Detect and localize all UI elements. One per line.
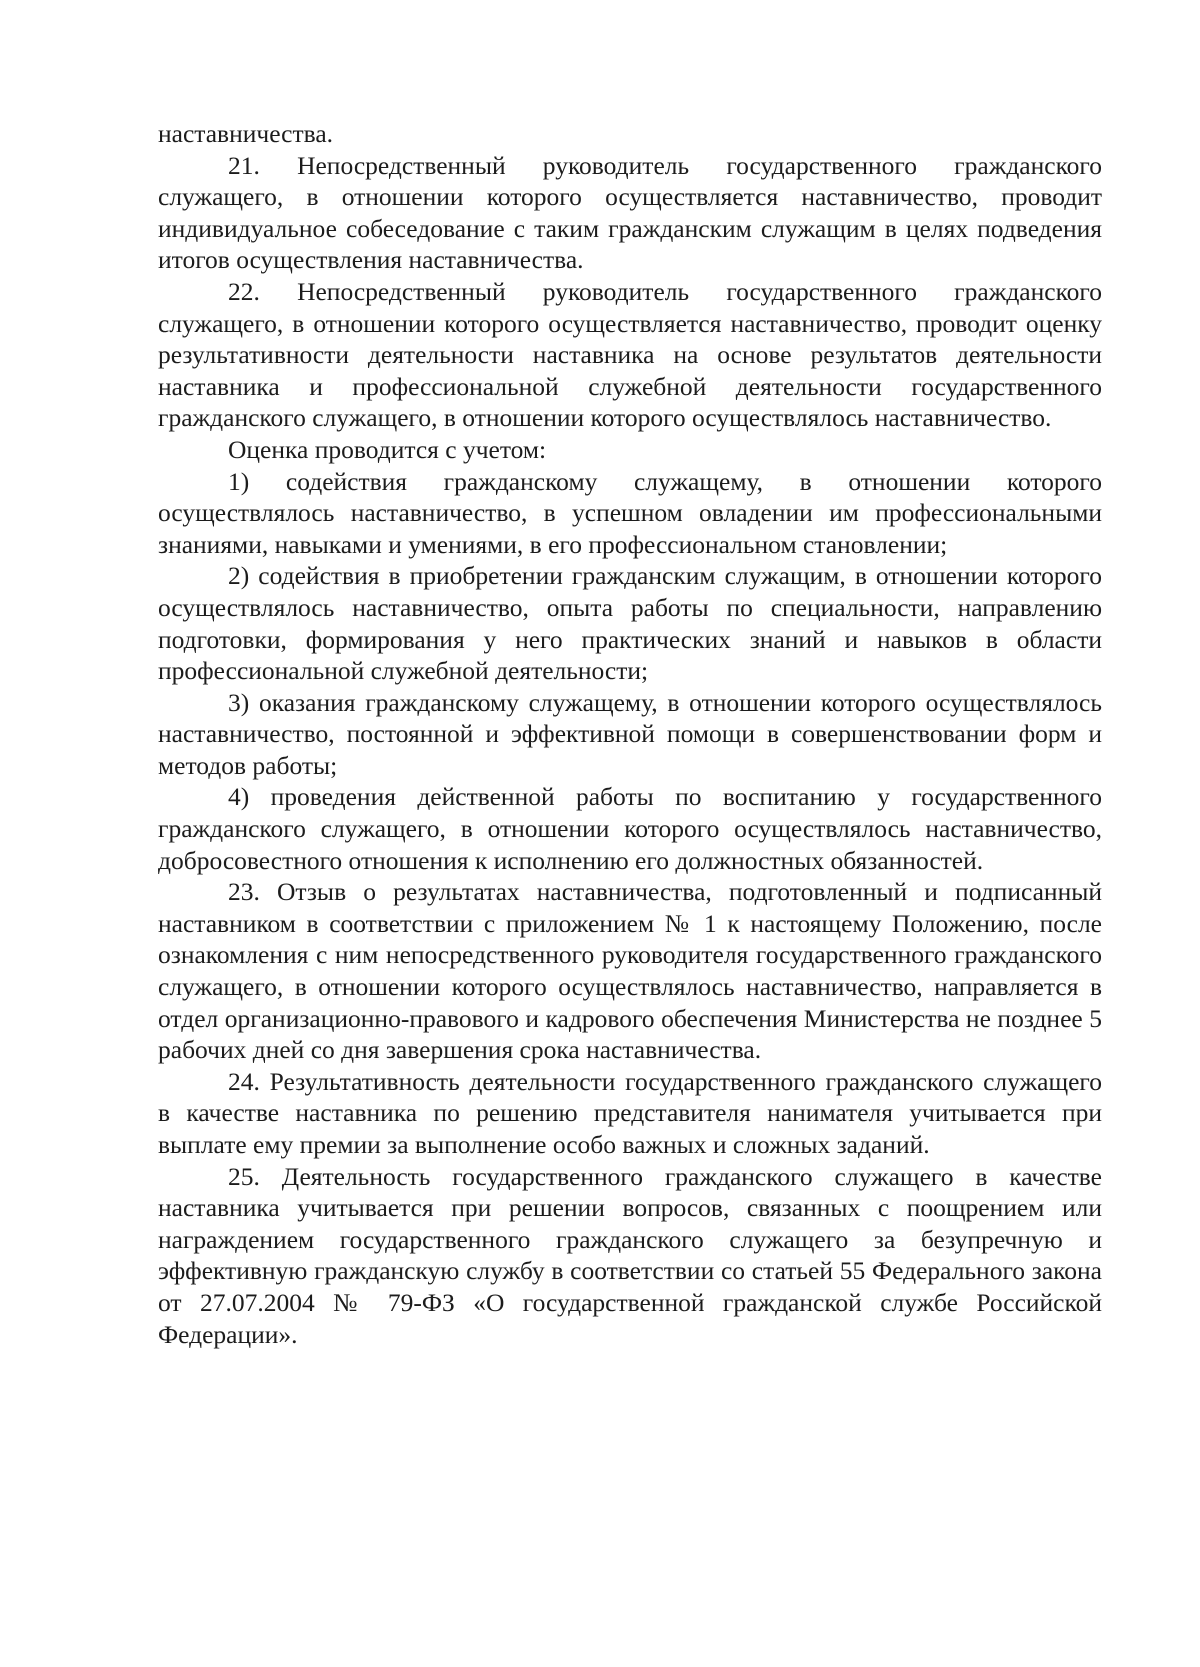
paragraph-item-2: 2) содействия в приобретении гражданским служащим, в отношении которого осуществлялось наставничество, опыта работы по специальности, направлению подготовки, формирования у него практических знаний и навыков в области профессиональной служебной деятельности; — [158, 561, 1102, 686]
paragraph-assessment-intro: Оценка проводится с учетом: — [228, 434, 547, 464]
paragraph-clause-23: 23. Отзыв о результатах наставничества, подготовленный и подписанный наставником в соответствии с приложением № 1 к настоящему Положению, после ознакомления с ним непосредственного руководителя государственного гражданского служащего, в отношении которого осуществлялось наставничество, направляется в отдел организационно-правового и кадрового обеспечения Министерства не позднее 5 рабочих дней со дня завершения срока наставничества. — [158, 877, 1102, 1065]
paragraph-clause-24: 24. Результативность деятельности государственного гражданского служащего в качестве наставника по решению представителя нанимателя учитывается при выплате ему премии за выполнение особо важных и сложных заданий. — [158, 1066, 1102, 1159]
paragraph-clause-22: 22. Непосредственный руководитель государственного гражданского служащего, в отношении которого осуществляется наставничество, проводит оценку результативности деятельности наставника на основе результатов деятельности наставника и профессиональной служебной деятельности государственного гражданского служащего, в отношении которого осуществлялось наставничество. — [158, 276, 1102, 433]
paragraph-continuation: наставничества. — [158, 119, 334, 148]
paragraph-item-1: 1) содействия гражданскому служащему, в отношении которого осуществлялось наставничество, в успешном овладении им профессиональными знаниями, навыками и умениями, в его профессиональном становлении; — [158, 466, 1102, 559]
paragraph-clause-21: 21. Непосредственный руководитель государственного гражданского служащего, в отношении которого осуществляется наставничество, проводит индивидуальное собеседование с таким гражданским служащим в целях подведения итогов осуществления наставничества. — [158, 150, 1102, 275]
paragraph-item-3: 3) оказания гражданскому служащему, в отношении которого осуществлялось наставничество, постоянной и эффективной помощи в совершенствовании форм и методов работы; — [158, 687, 1102, 780]
paragraph-item-4: 4) проведения действенной работы по воспитанию у государственного гражданского служащего, в отношении которого осуществлялось наставничество, добросовестного отношения к исполнению его должностных обязанностей. — [158, 782, 1102, 875]
document-page — [158, 118, 1102, 1350]
paragraph-clause-25: 25. Деятельность государственного гражданского служащего в качестве наставника учитывается при решении вопросов, связанных с поощрением или награждением государственного гражданского служащего за безупречную и эффективную гражданскую службу в соответствии со статьей 55 Федерального закона от 27.07.2004 № 79-ФЗ «О государственной гражданской службе Российской Федерации». — [158, 1161, 1102, 1349]
